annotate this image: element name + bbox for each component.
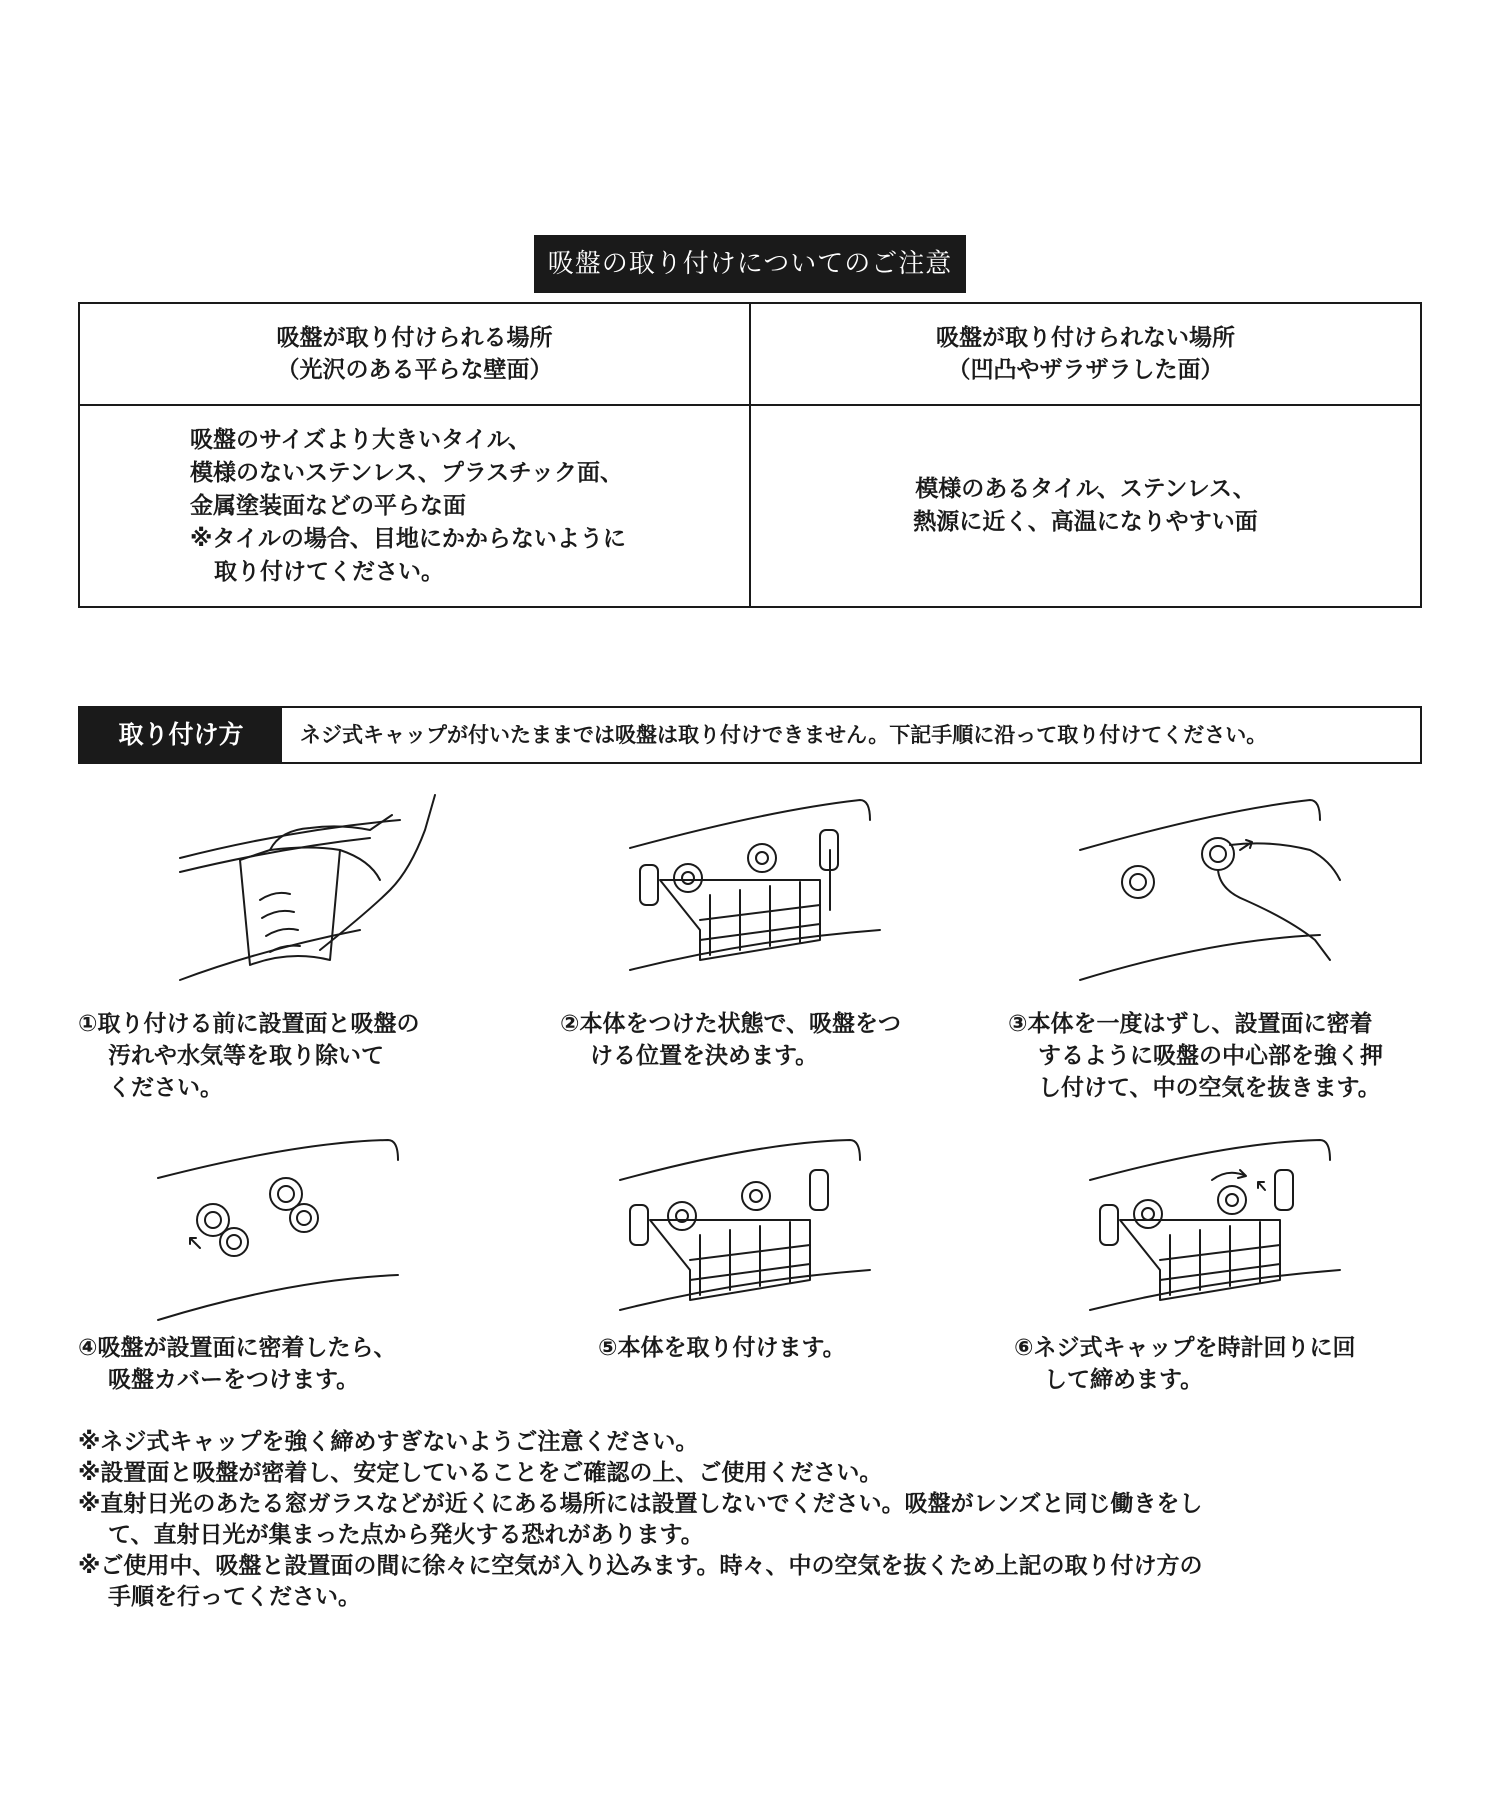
note-line: ※直射日光のあたる窓ガラスなどが近くにある場所には設置しないでください。吸盤がレンズと同じ働きをし	[78, 1491, 1203, 1517]
step-6-text	[1014, 1332, 1355, 1396]
step-5-line: ⑤本体を取り付けます。	[598, 1335, 846, 1361]
attach-body-illustration	[610, 1130, 910, 1320]
step-1-line: ください。	[108, 1075, 223, 1101]
unsuitable-surface-header-line1: 吸盤が取り付けられない場所	[936, 325, 1235, 351]
note-line: ※ネジ式キャップを強く締めすぎないようご注意ください。	[78, 1429, 699, 1455]
step-2-text	[560, 1008, 901, 1072]
step-4-line: 吸盤カバーをつけます。	[108, 1367, 360, 1393]
step-2-line: ②本体をつけた状態で、吸盤をつ	[560, 1011, 902, 1037]
unsuitable-line: 熱源に近く、高温になりやすい面	[913, 509, 1258, 535]
step-1-line: 汚れや水気等を取り除いて	[108, 1043, 384, 1069]
step-3-line: するように吸盤の中心部を強く押	[1038, 1043, 1383, 1069]
unsuitable-surface-header-line2: （凹凸やザラザラした面）	[947, 357, 1224, 383]
caution-notes	[78, 1427, 1438, 1613]
suction-cup-caution-table	[78, 302, 1422, 608]
step-5-text	[598, 1332, 846, 1364]
note-line-cont: 手順を行ってください。	[108, 1584, 361, 1610]
step-4-line: ④吸盤が設置面に密着したら、	[78, 1335, 397, 1361]
step-3-line: し付けて、中の空気を抜きます。	[1038, 1075, 1381, 1101]
suitable-line: 金属塗装面などの平らな面	[190, 492, 466, 519]
installation-method-bar	[78, 706, 1422, 764]
suitable-surface-cell	[79, 405, 750, 607]
suitable-line: 吸盤のサイズより大きいタイル、	[190, 426, 531, 453]
suitable-note-cont: 取り付けてください。	[214, 558, 444, 585]
suitable-surface-header-line1: 吸盤が取り付けられる場所	[276, 325, 553, 351]
step-3-text	[1008, 1008, 1383, 1104]
step-1-text	[78, 1008, 419, 1104]
installation-method-text: ネジ式キャップが付いたままでは吸盤は取り付けできません。下記手順に沿って取り付けてください。	[300, 723, 1268, 747]
unsuitable-surface-cell	[750, 405, 1421, 607]
step-1-line: ①取り付ける前に設置面と吸盤の	[78, 1011, 420, 1037]
step-4-text	[78, 1332, 396, 1396]
note-line-cont: て、直射日光が集まった点から発火する恐れがあります。	[108, 1522, 704, 1548]
suitable-note: ※タイルの場合、目地にかからないように	[190, 525, 626, 552]
press-suction-cup-illustration	[1070, 790, 1370, 990]
step-3-line: ③本体を一度はずし、設置面に密着	[1008, 1011, 1373, 1037]
step-6-line: して締めます。	[1044, 1367, 1204, 1393]
step-6-line: ⑥ネジ式キャップを時計回りに回	[1014, 1335, 1356, 1361]
page-title: 吸盤の取り付けについてのご注意	[534, 235, 966, 293]
attach-cover-illustration	[148, 1130, 448, 1330]
note-line: ※設置面と吸盤が密着し、安定していることをご確認の上、ご使用ください。	[78, 1460, 883, 1486]
unsuitable-surface-header	[750, 303, 1421, 405]
note-line: ※ご使用中、吸盤と設置面の間に徐々に空気が入り込みます。時々、中の空気を抜くため上記の取り付け方の	[78, 1553, 1203, 1579]
suitable-line: 模様のないステンレス、プラスチック面、	[190, 459, 623, 486]
suitable-surface-header	[79, 303, 750, 405]
wipe-surface-illustration	[170, 790, 490, 990]
position-basket-illustration	[620, 790, 910, 980]
suitable-surface-header-line2: （光沢のある平らな壁面）	[276, 357, 553, 383]
step-2-line: ける位置を決めます。	[590, 1043, 819, 1069]
unsuitable-line: 模様のあるタイル、ステンレス、	[915, 476, 1256, 502]
tighten-cap-illustration	[1080, 1130, 1380, 1320]
installation-method-label: 取り付け方	[80, 708, 282, 762]
